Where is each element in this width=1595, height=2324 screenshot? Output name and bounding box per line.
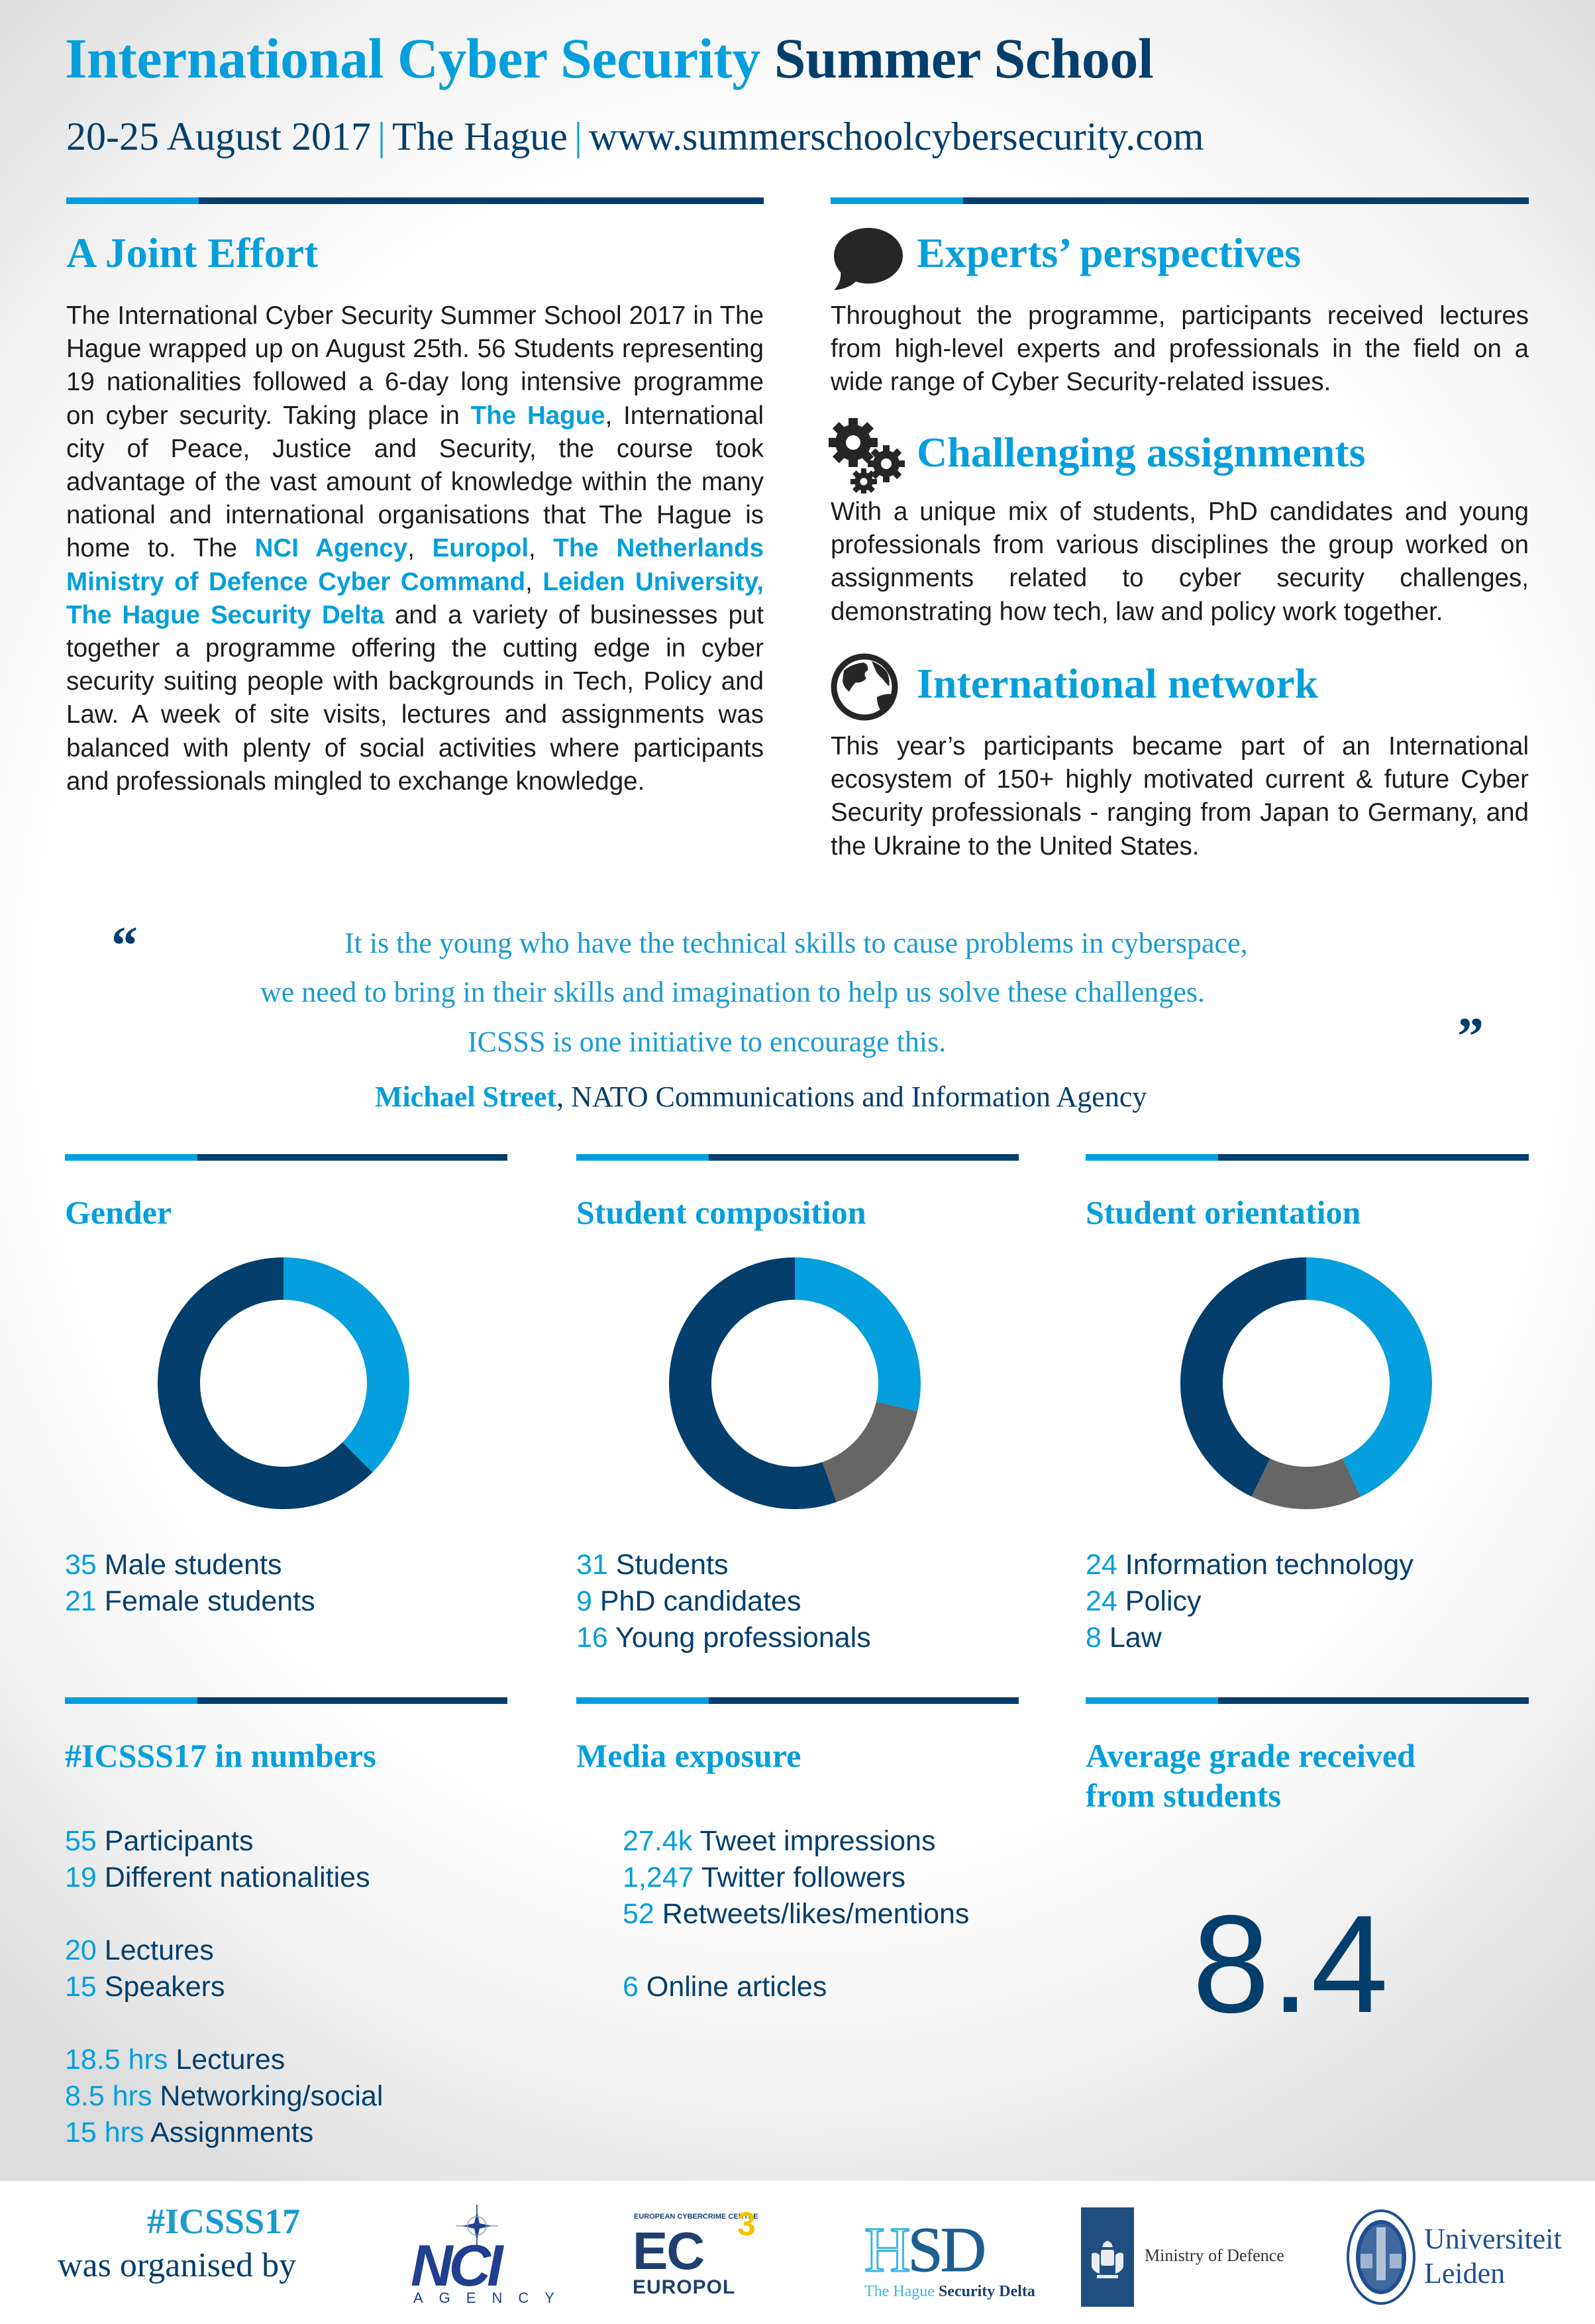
average-grade-value: 8.4 [1192, 1886, 1390, 2042]
hsd-sd: SD [907, 2214, 984, 2285]
stat-value: 8.5 hrs [65, 2080, 152, 2112]
globe-icon [829, 652, 900, 722]
quote-attribution [375, 1080, 1147, 1114]
hsd-logo-subtext [864, 2283, 1035, 2301]
close-quote-mark: ” [1457, 1008, 1484, 1066]
stat-value: 6 [623, 1971, 639, 2003]
legend-label: Female students [96, 1585, 315, 1617]
quote-author: Michael Street [375, 1081, 557, 1113]
leiden-university-logo[interactable] [1345, 2207, 1563, 2307]
experts-text: Throughout the programme, participants received lectures from high-level experts and professionals in the field on a wide range of Cyber Security-related issues. [831, 301, 1529, 397]
link-europol[interactable]: Europol [432, 534, 529, 563]
hsd-sub-bold: Security Delta [938, 2283, 1035, 2300]
stat-item [623, 1969, 969, 2005]
legend-item [576, 1583, 871, 1620]
hsd-sub-light: The Hague [864, 2283, 939, 2300]
stat-value: 18.5 hrs [65, 2044, 168, 2076]
title-part-2: Summer School [774, 26, 1154, 90]
quote-affiliation: , NATO Communications and Information Agency [556, 1081, 1147, 1113]
leiden-seal-icon [1345, 2207, 1417, 2307]
ec3-top-text: EUROPEAN CYBERCRIME CENTRE [634, 2213, 758, 2221]
text-segment: The International Cyber Security Summer School 2017 in The Hague wrapped up on August 25th. 56 Students representing 19 nationalities followed a 6-day long intensive programme on cyber security. Taking place in [66, 301, 764, 430]
legend-orientation [1086, 1547, 1414, 1656]
grade-heading [1086, 1736, 1415, 1815]
stat-label: Assignments [144, 2117, 314, 2148]
legend-label: Law [1101, 1622, 1162, 1654]
footer-organised-by: was organised by [58, 2246, 297, 2284]
legend-value: 16 [576, 1622, 608, 1654]
hsd-h: H [864, 2214, 908, 2285]
network-text: This year’s participants became part of an International ecosystem of 150+ highly motivated current & future Cyber Security professionals - ranging from Japan to Germany, and the Ukraine to the United States. [831, 732, 1529, 861]
legend-item [65, 1547, 315, 1583]
network-heading: International network [917, 660, 1319, 707]
donut-chart-composition [662, 1251, 927, 1516]
legend-value: 24 [1086, 1585, 1117, 1617]
legend-item [576, 1547, 871, 1583]
section-divider [1086, 1697, 1529, 1704]
subtitle [66, 114, 1204, 160]
section-divider [66, 197, 764, 204]
stat-item [623, 1896, 969, 1932]
text-segment: and a variety of businesses put together a programme offering the cutting edge in cyber security suiting people with backgrounds in Tech, Policy and Law. A week of site visits, lectures and assignments was balanced with plenty of social activities where participants and professionals mingled to exchange knowledge. [66, 600, 764, 796]
stat-item [65, 1823, 383, 1860]
legend-label: Policy [1117, 1585, 1202, 1617]
stat-label: Speakers [96, 1971, 225, 2003]
separator: | [378, 115, 386, 158]
event-dates: 20-25 August 2017 [66, 115, 372, 158]
legend-item [1086, 1547, 1414, 1583]
stat-value: 15 [65, 1971, 97, 2003]
media-heading: Media exposure [576, 1737, 801, 1774]
link-ministry-of-defence[interactable]: The Netherlands Ministry of Defence Cyber Command [66, 534, 764, 596]
ministry-of-defence-logo[interactable] [1081, 2207, 1284, 2307]
numbers-heading: #ICSSS17 in numbers [65, 1737, 376, 1774]
stat-value: 1,247 [623, 1862, 694, 1893]
stat-label: Networking/social [152, 2080, 384, 2112]
stat-item [65, 2115, 383, 2151]
legend-value: 31 [576, 1549, 608, 1581]
stat-item [623, 1823, 969, 1860]
nci-logo-subtext: AGENCY [413, 2290, 570, 2306]
donut-segment-phd-candidates [823, 1402, 918, 1502]
donut-chart-orientation [1174, 1251, 1439, 1516]
experts-heading: Experts’ perspectives [917, 229, 1301, 276]
leiden-logo-text [1424, 2222, 1562, 2291]
separator: | [574, 115, 582, 158]
legend-label: PhD candidates [592, 1585, 801, 1617]
donut-segment-policy [1180, 1257, 1306, 1497]
stat-item [65, 2078, 383, 2115]
stat-label: Lectures [168, 2044, 285, 2076]
section-divider [1086, 1154, 1529, 1161]
stat-value: 15 hrs [65, 2117, 144, 2148]
stat-item [65, 1932, 383, 1969]
grade-heading-line-2: from students [1086, 1777, 1281, 1814]
legend-label: Male students [96, 1549, 282, 1581]
gears-icon [828, 417, 907, 494]
legend-value: 8 [1086, 1622, 1102, 1654]
footer-hashtag: #ICSSS17 [147, 2201, 301, 2241]
text-segment: , International city of Peace, Justice and Security, the course took advantage of the vast amount of knowledge within the many national and international organisations that The Hague is home to. The [66, 401, 764, 563]
text-segment: , [407, 534, 433, 563]
link-nci-agency[interactable]: NCI Agency [254, 534, 408, 563]
stat-label: Tweet impressions [692, 1825, 936, 1857]
legend-item [1086, 1620, 1414, 1656]
joint-effort-heading: A Joint Effort [66, 229, 319, 276]
stat-value: 55 [65, 1825, 97, 1857]
quote-line-2: we need to bring in their skills and imagination to help us solve these challenges. [260, 976, 1206, 1008]
legend-item [65, 1583, 315, 1620]
stat-item [65, 1969, 383, 2005]
media-list [623, 1823, 969, 2005]
leiden-line-2: Leiden [1424, 2257, 1506, 2290]
ec3-superscript: 3 [737, 2205, 756, 2243]
section-divider [576, 1697, 1019, 1704]
stat-value: 20 [65, 1934, 97, 1966]
text-segment: , [525, 567, 543, 596]
nci-agency-logo[interactable] [404, 2198, 570, 2306]
website-link[interactable]: www.summerschoolcybersecurity.com [588, 115, 1204, 158]
legend-value: 21 [65, 1585, 97, 1617]
legend-value: 9 [576, 1585, 592, 1617]
nci-logo-text: NCI [411, 2233, 499, 2298]
stat-value: 27.4k [623, 1825, 693, 1857]
stat-label: Twitter followers [694, 1862, 906, 1893]
event-city: The Hague [392, 115, 568, 158]
mod-logo-text: Ministry of Defence [1145, 2246, 1284, 2265]
stat-item [65, 2042, 383, 2078]
stat-value: 52 [623, 1898, 654, 1930]
section-divider [831, 197, 1529, 204]
legend-gender [65, 1547, 315, 1620]
hsd-logo-mark [864, 2214, 984, 2285]
mod-logo-bar [1081, 2207, 1134, 2307]
legend-value: 35 [65, 1549, 97, 1581]
speech-bubble-icon [830, 227, 904, 293]
legend-label: Students [607, 1549, 729, 1581]
quote-line-1: It is the young who have the technical skills to cause problems in cyberspace, [344, 927, 1248, 959]
legend-item [1086, 1583, 1414, 1620]
stat-label: Participants [96, 1825, 254, 1857]
hsd-logo[interactable] [864, 2214, 1035, 2304]
legend-label: Information technology [1117, 1549, 1414, 1581]
stat-label: Retweets/likes/mentions [654, 1898, 970, 1930]
chart-title-composition: Student composition [576, 1194, 866, 1231]
quote-line-3: ICSSS is one initiative to encourage this. [468, 1026, 947, 1058]
assignments-text: With a unique mix of students, PhD candidates and young professionals from various disciplines the group worked on assignments related to cyber security challenges, demonstrating how tech, law and policy work together. [831, 498, 1529, 626]
chart-title-orientation: Student orientation [1086, 1194, 1361, 1231]
coat-of-arms-icon [1081, 2207, 1134, 2307]
ec3-europol-logo[interactable] [633, 2205, 778, 2304]
legend-label: Young professionals [607, 1622, 871, 1654]
page-title [65, 25, 1153, 91]
donut-segment-female-students [283, 1257, 409, 1472]
link-the-hague[interactable]: The Hague [470, 401, 605, 430]
stat-item [623, 1860, 969, 1896]
stat-item [65, 1860, 383, 1896]
legend-item [576, 1620, 871, 1656]
open-quote-mark: “ [111, 917, 138, 975]
leiden-line-1: Universiteit [1424, 2223, 1562, 2255]
legend-value: 24 [1086, 1549, 1117, 1581]
joint-effort-text [66, 299, 764, 798]
section-divider [65, 1697, 507, 1704]
section-divider [65, 1154, 507, 1161]
donut-chart-gender [151, 1251, 416, 1516]
ec3-main-text: EC [633, 2221, 704, 2280]
numbers-list [65, 1823, 383, 2151]
stat-label: Lectures [96, 1934, 214, 1966]
chart-title-gender: Gender [65, 1194, 172, 1231]
donut-segment-information-technology [1306, 1257, 1432, 1497]
donut-segment-young-professionals [795, 1257, 921, 1411]
assignments-heading: Challenging assignments [917, 429, 1366, 476]
text-segment: , [529, 534, 554, 563]
stat-value: 19 [65, 1862, 97, 1893]
stat-label: Online articles [638, 1971, 827, 2003]
stat-label: Different nationalities [96, 1862, 370, 1893]
section-divider [576, 1154, 1019, 1161]
europol-text: EUROPOL [633, 2276, 736, 2298]
title-part-1: International Cyber Security [65, 26, 760, 90]
link-leiden-hsd[interactable]: Leiden University, The Hague Security Delta [66, 567, 764, 629]
legend-composition [576, 1547, 871, 1656]
donut-segment-law [1252, 1459, 1361, 1509]
grade-heading-line-1: Average grade received [1086, 1737, 1415, 1774]
